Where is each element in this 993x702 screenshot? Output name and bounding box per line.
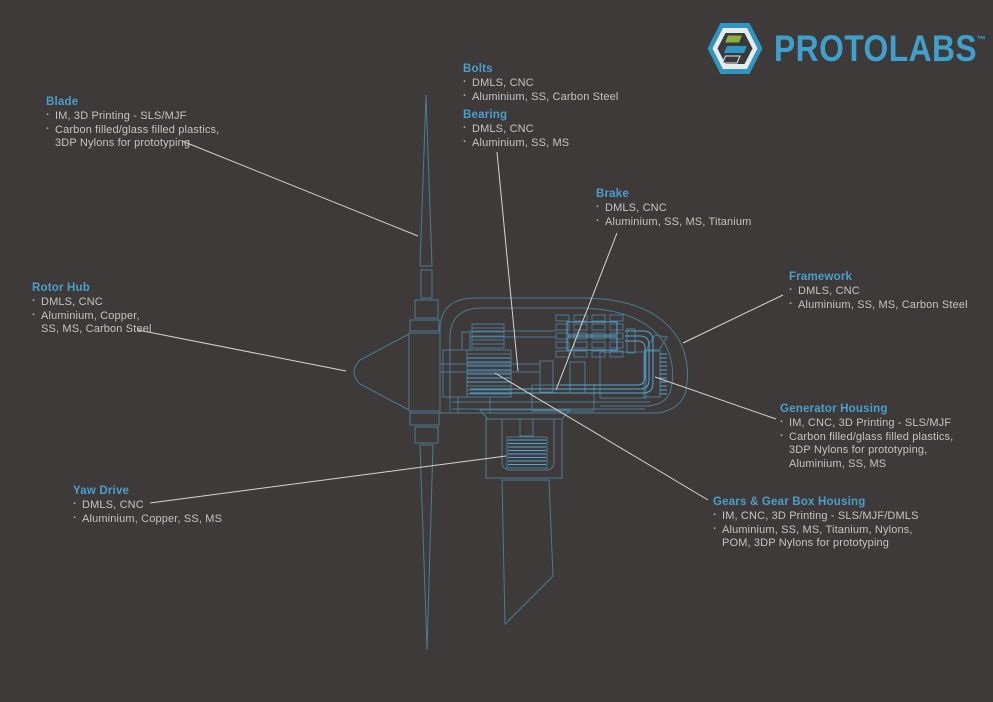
callout-line: · IM, 3D Printing - SLS/MJF — [46, 110, 219, 123]
callout-line: · Aluminium, SS, MS, Carbon Steel — [789, 299, 968, 312]
callout-line: · DMLS, CNC — [463, 77, 619, 90]
callout-bolts — [463, 63, 619, 104]
brake-discs — [556, 315, 635, 357]
callout-blade — [46, 96, 219, 151]
brand-name: PROTOLABS — [774, 27, 978, 69]
yaw-motor-stripes — [508, 440, 546, 465]
callout-framework — [789, 271, 968, 312]
callout-rotor-hub — [32, 282, 152, 337]
leader-generator-housing — [655, 377, 776, 419]
trademark-mark: ™ — [977, 34, 986, 46]
callout-line: Aluminium, SS, MS — [789, 457, 887, 470]
callout-line: 3DP Nylons for prototyping — [55, 137, 191, 150]
callout-line: 3DP Nylons for prototyping, — [789, 444, 928, 457]
leader-blade — [182, 141, 418, 236]
callout-line: SS, MS, Carbon Steel — [41, 323, 152, 336]
blade-top — [410, 95, 439, 331]
callout-line: · Aluminium, SS, MS, Titanium — [596, 216, 751, 229]
leader-bearing — [497, 152, 518, 371]
callout-yaw-drive — [73, 485, 222, 526]
fin-ticks — [660, 354, 667, 394]
callout-title: Brake — [596, 188, 629, 200]
callout-line: · Aluminium, Copper, — [32, 310, 152, 323]
callout-brake — [596, 188, 751, 229]
protolabs-logo — [706, 22, 993, 75]
brand-wordmark — [774, 28, 986, 70]
rotor-hub-part — [354, 333, 440, 411]
callout-gears-gearbox-housing — [713, 496, 919, 551]
callout-line: · IM, CNC, 3D Printing - SLS/MJF/DMLS — [713, 510, 919, 523]
callout-line: · DMLS, CNC — [463, 123, 569, 136]
leader-rotor-hub — [138, 330, 346, 371]
blade-bottom — [410, 413, 439, 650]
callout-line: · DMLS, CNC — [73, 499, 222, 512]
callout-line: POM, 3DP Nylons for prototyping — [722, 537, 890, 550]
callout-title: Rotor Hub — [32, 282, 91, 294]
tower — [502, 480, 553, 624]
callout-line: · IM, CNC, 3D Printing - SLS/MJF — [780, 417, 953, 430]
callout-title: Yaw Drive — [73, 485, 130, 497]
callout-line: · DMLS, CNC — [789, 285, 968, 298]
callout-title: Bolts — [463, 63, 493, 75]
callout-title: Generator Housing — [780, 403, 888, 415]
callout-title: Gears & Gear Box Housing — [713, 496, 866, 508]
highlighted-internals — [467, 322, 667, 465]
callout-line: · DMLS, CNC — [32, 296, 152, 309]
callout-line: · Aluminium, SS, MS, Titanium, Nylons, — [713, 524, 919, 537]
callout-title: Blade — [46, 96, 79, 108]
protolabs-hexagon-icon — [706, 22, 764, 75]
callout-bearing — [463, 109, 569, 150]
nose-cone — [354, 334, 409, 410]
callout-line: · Carbon filled/glass filled plastics, — [780, 431, 953, 444]
leader-brake — [556, 233, 617, 390]
callout-title: Framework — [789, 271, 853, 283]
callout-line: · DMLS, CNC — [596, 202, 751, 215]
callout-line: · Aluminium, SS, MS — [463, 137, 569, 150]
callout-line: · Aluminium, SS, Carbon Steel — [463, 91, 619, 104]
callout-generator-housing — [780, 403, 953, 471]
callout-line: · Carbon filled/glass filled plastics, — [46, 124, 219, 137]
callout-line: · Aluminium, Copper, SS, MS — [73, 513, 222, 526]
callout-title: Bearing — [463, 109, 508, 121]
leader-framework — [683, 295, 783, 343]
